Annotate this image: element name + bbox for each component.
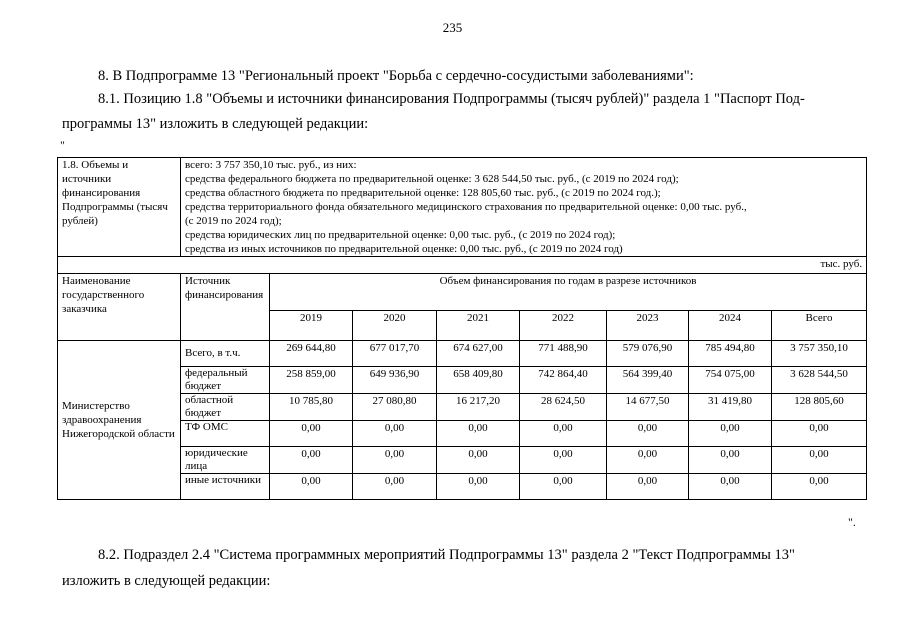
- item-8-1-line-2: программы 13" изложить в следующей редакции:: [62, 116, 369, 132]
- total-header: Всего: [772, 311, 867, 341]
- value-cell: 754 075,00: [689, 367, 772, 394]
- value-cell: 16 217,20: [437, 394, 520, 421]
- value-cell: 0,00: [772, 447, 867, 474]
- value-cell: 785 494,80: [689, 341, 772, 367]
- value-cell: 579 076,90: [607, 341, 689, 367]
- value-cell: 0,00: [607, 447, 689, 474]
- value-cell: 0,00: [353, 447, 437, 474]
- value-cell: 0,00: [520, 421, 607, 447]
- value-cell: 0,00: [607, 474, 689, 500]
- value-cell: 0,00: [270, 421, 353, 447]
- value-cell: 10 785,80: [270, 394, 353, 421]
- financing-summary: [181, 158, 867, 257]
- summary-line: всего: 3 757 350,10 тыс. руб., из них:: [185, 159, 357, 171]
- value-cell: 0,00: [437, 421, 520, 447]
- table-row: [58, 341, 867, 367]
- source-column-header: Источник финансирования: [181, 274, 270, 341]
- value-cell: 0,00: [607, 421, 689, 447]
- source-label: федеральный бюджет: [181, 367, 270, 394]
- value-cell: 0,00: [353, 421, 437, 447]
- value-cell: 3 628 544,50: [772, 367, 867, 394]
- value-cell: 14 677,50: [607, 394, 689, 421]
- value-cell: 28 624,50: [520, 394, 607, 421]
- value-cell: 0,00: [270, 447, 353, 474]
- value-cell: 0,00: [689, 447, 772, 474]
- value-cell: 674 627,00: [437, 341, 520, 367]
- owner-column-header: Наименование государственного заказчика: [58, 274, 181, 341]
- value-cell: 3 757 350,10: [772, 341, 867, 367]
- value-cell: 658 409,80: [437, 367, 520, 394]
- year-header: 2020: [353, 311, 437, 341]
- value-cell: 0,00: [772, 474, 867, 500]
- source-label: областной бюджет: [181, 394, 270, 421]
- value-cell: 677 017,70: [353, 341, 437, 367]
- unit-label: тыс. руб.: [58, 257, 867, 274]
- item-8-2-line-1: 8.2. Подраздел 2.4 "Система программных мероприятий Подпрограммы 13" раздела 2 "Текст Подпрограммы 13": [98, 547, 795, 563]
- value-cell: 742 864,40: [520, 367, 607, 394]
- source-label: иные источники: [181, 474, 270, 500]
- header-row: [58, 274, 867, 311]
- page-number: 235: [442, 20, 463, 35]
- summary-line: средства юридических лиц по предварительной оценке: 0,00 тыс. руб., (с 2019 по 2024 год);: [185, 229, 616, 241]
- value-cell: 27 080,80: [353, 394, 437, 421]
- item-8-1-line-1: 8.1. Позицию 1.8 "Объемы и источники финансирования Подпрограммы (тысяч рублей)" раздела 1 "Паспорт Под-: [98, 91, 805, 107]
- summary-line: средства территориального фонда обязательного медицинского страхования по предварительной оценке: 0,00 тыс. руб.,: [185, 201, 747, 213]
- value-cell: 0,00: [520, 447, 607, 474]
- value-cell: 0,00: [689, 421, 772, 447]
- value-cell: 0,00: [772, 421, 867, 447]
- summary-line: (с 2019 по 2024 год);: [185, 215, 282, 227]
- value-cell: 0,00: [353, 474, 437, 500]
- value-cell: 649 936,90: [353, 367, 437, 394]
- source-label: Всего, в т.ч.: [181, 341, 270, 367]
- year-header: 2023: [607, 311, 689, 341]
- value-cell: 0,00: [437, 447, 520, 474]
- value-cell: 0,00: [270, 474, 353, 500]
- value-cell: 269 644,80: [270, 341, 353, 367]
- value-cell: 771 488,90: [520, 341, 607, 367]
- value-cell: 0,00: [437, 474, 520, 500]
- position-label: 1.8. Объемы и источники финансирования Подпрограммы (тысяч рублей): [58, 158, 181, 257]
- opening-quote: ": [60, 138, 65, 152]
- volume-column-header: Объем финансирования по годам в разрезе источников: [270, 274, 867, 311]
- summary-line: средства из иных источников по предварительной оценке: 0,00 тыс. руб., (с 2019 по 2024 год): [185, 243, 623, 255]
- summary-line: средства федерального бюджета по предварительной оценке: 3 628 544,50 тыс. руб., (с 2019 по 2024 год);: [185, 173, 679, 185]
- source-label: ТФ ОМС: [181, 421, 270, 447]
- summary-line: средства областного бюджета по предварительной оценке: 128 805,60 тыс. руб., (с 2019 по 2024 год.);: [185, 187, 661, 199]
- value-cell: 258 859,00: [270, 367, 353, 394]
- item-8-2-line-2: изложить в следующей редакции:: [62, 573, 271, 589]
- year-header: 2021: [437, 311, 520, 341]
- value-cell: 0,00: [689, 474, 772, 500]
- value-cell: 0,00: [520, 474, 607, 500]
- value-cell: 128 805,60: [772, 394, 867, 421]
- item-8-heading: 8. В Подпрограмме 13 "Региональный проект "Борьба с сердечно-сосудистыми заболеваниями":: [98, 68, 694, 84]
- state-customer: Министерство здравоохранения Нижегородской области: [58, 341, 181, 500]
- closing-quote: ".: [848, 515, 856, 529]
- unit-row: [58, 257, 867, 274]
- value-cell: 564 399,40: [607, 367, 689, 394]
- financing-table: [57, 157, 867, 500]
- summary-row: [58, 158, 867, 257]
- year-header: 2022: [520, 311, 607, 341]
- year-header: 2019: [270, 311, 353, 341]
- value-cell: 31 419,80: [689, 394, 772, 421]
- year-header: 2024: [689, 311, 772, 341]
- source-label: юридические лица: [181, 447, 270, 474]
